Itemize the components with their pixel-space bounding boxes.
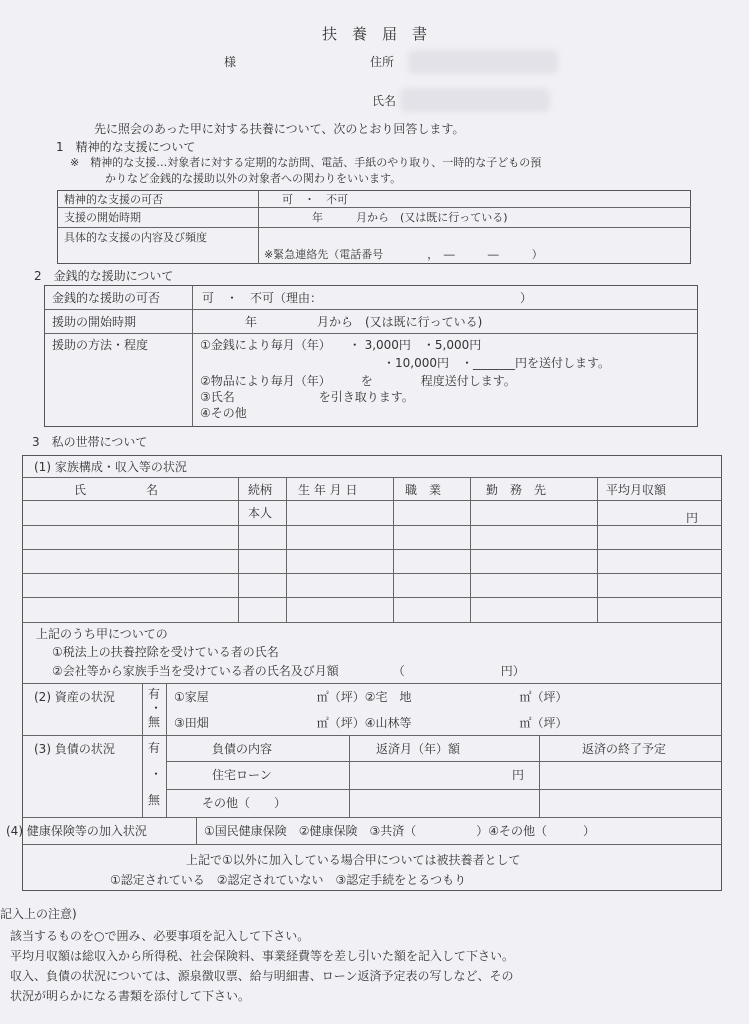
s1-row2-label: 支援の開始時期: [64, 211, 141, 224]
debt-yu: 有: [148, 741, 161, 755]
address-label: 住所: [370, 55, 395, 69]
assets-dot: ・: [150, 701, 163, 715]
debt-col-content: 負債の内容: [212, 742, 273, 756]
koubu-line1: 上記のうち甲についての: [36, 627, 168, 641]
s2-method-line4: ③氏名 を引き取ります。: [200, 390, 414, 404]
first-row-yen: 円: [686, 511, 699, 525]
s1-row3-label: 具体的な支援の内容及び頻度: [64, 231, 207, 244]
col-relation: 続柄: [248, 483, 273, 497]
col-birthdate: 生 年 月 日: [298, 483, 358, 497]
s2-method-label: 援助の方法・程度: [52, 338, 149, 352]
debt-row-other: その他（ ）: [202, 796, 287, 810]
assets-line1: ①家屋 ㎡（坪）②宅 地 ㎡（坪）: [174, 690, 568, 704]
notes-line2: 平均月収額は総収入から所得税、社会保険料、事業経費等を差し引いた額を記入して下さい。: [10, 949, 515, 963]
first-row-relation: 本人: [248, 506, 273, 520]
s1-row2-value: 年 月から (又は既に行っている): [312, 211, 508, 224]
insurance-label: (4) 健康保険等の加入状況: [6, 824, 147, 838]
s1-row1-label: 精神的な支援の可否: [64, 193, 163, 206]
debt-row-housing: 住宅ローン: [212, 768, 272, 782]
redacted-name: [400, 88, 550, 112]
assets-yu: 有: [148, 687, 161, 701]
insurance-options: ①国民健康保険 ②健康保険 ③共済（ ）④その他（ ）: [204, 824, 596, 838]
col-name: 氏 名: [74, 483, 159, 497]
document-title: 扶 養 届 書: [321, 25, 427, 43]
assets-label: (2) 資産の状況: [34, 690, 115, 704]
notes-line1: 該当するものを○で囲み、必要事項を記入して下さい。: [10, 929, 310, 943]
s2-row2-label: 援助の開始時期: [52, 315, 137, 329]
sama-label: 様: [224, 55, 237, 69]
col-income: 平均月収額: [606, 483, 667, 497]
debt-label: (3) 負債の状況: [34, 742, 115, 756]
notes-line4: 状況が明らかになる書類を添付して下さい。: [10, 989, 251, 1003]
debt-row-yen: 円: [512, 768, 525, 782]
assets-line2: ③田畑 ㎡（坪）④山林等 ㎡（坪）: [174, 716, 568, 730]
s1-row3-value: ※緊急連絡先（電話番号 ， ― ― ）: [264, 248, 543, 261]
section1-note-line1: ※ 精神的な支援…対象者に対する定期的な訪問、電話、手紙のやり取り、一時的な子どもの預: [70, 156, 542, 169]
section2-heading: 2 金銭的な援助について: [34, 269, 174, 283]
section1-heading: 1 精神的な支援について: [56, 140, 196, 154]
s2-method-line5: ④その他: [200, 406, 247, 420]
notes-line3: 収入、負債の状況については、源泉徴収票、給与明細書、ローン返済予定表の写しなど、その: [10, 969, 514, 983]
koubu-line3: ②会社等から家族手当を受けている者の氏名及び月額 （ 円）: [52, 664, 525, 678]
intro-text: 先に照会のあった甲に対する扶養について、次のとおり回答します。: [94, 122, 465, 136]
insurance-line2: 上記で①以外に加入している場合甲については被扶養者として: [186, 853, 521, 867]
koubu-line2: ①税法上の扶養控除を受けている者の氏名: [52, 645, 279, 659]
section3-heading: 3 私の世帯について: [32, 435, 148, 449]
col-workplace: 勤 務 先: [486, 483, 547, 497]
debt-col-end: 返済の終了予定: [582, 742, 667, 756]
s2-method-line1: ①金銭により毎月（年） ・ 3,000円 ・5,000円: [200, 338, 482, 352]
col-job: 職 業: [405, 483, 442, 497]
s2-row1-label: 金銭的な援助の可否: [52, 291, 161, 305]
name-label: 氏名: [372, 94, 397, 108]
insurance-line3: ①認定されている ②認定されていない ③認定手続をとるつもり: [110, 873, 467, 887]
debt-mu: 無: [148, 793, 161, 807]
assets-mu: 無: [148, 715, 161, 729]
s1-row1-value: 可 ・ 不可: [282, 193, 348, 206]
s2-method-line2: ・10,000円 ・_______円を送付します。: [383, 356, 611, 370]
section1-note-line2: かりなど金銭的な援助以外の対象者への関わりをいいます。: [105, 172, 402, 185]
s2-method-line3: ②物品により毎月（年） を 程度送付します。: [200, 374, 516, 388]
debt-dot: ・: [150, 767, 163, 781]
notes-heading: 記入上の注意): [0, 907, 77, 921]
s2-row2-value: 年 月から (又は既に行っている): [245, 315, 483, 329]
s3-sub1-heading: (1) 家族構成・収入等の状況: [34, 460, 187, 474]
debt-col-monthly: 返済月（年）額: [376, 742, 461, 756]
s2-row1-value: 可 ・ 不可（理由： ）: [202, 291, 533, 305]
redacted-address: [408, 50, 558, 74]
